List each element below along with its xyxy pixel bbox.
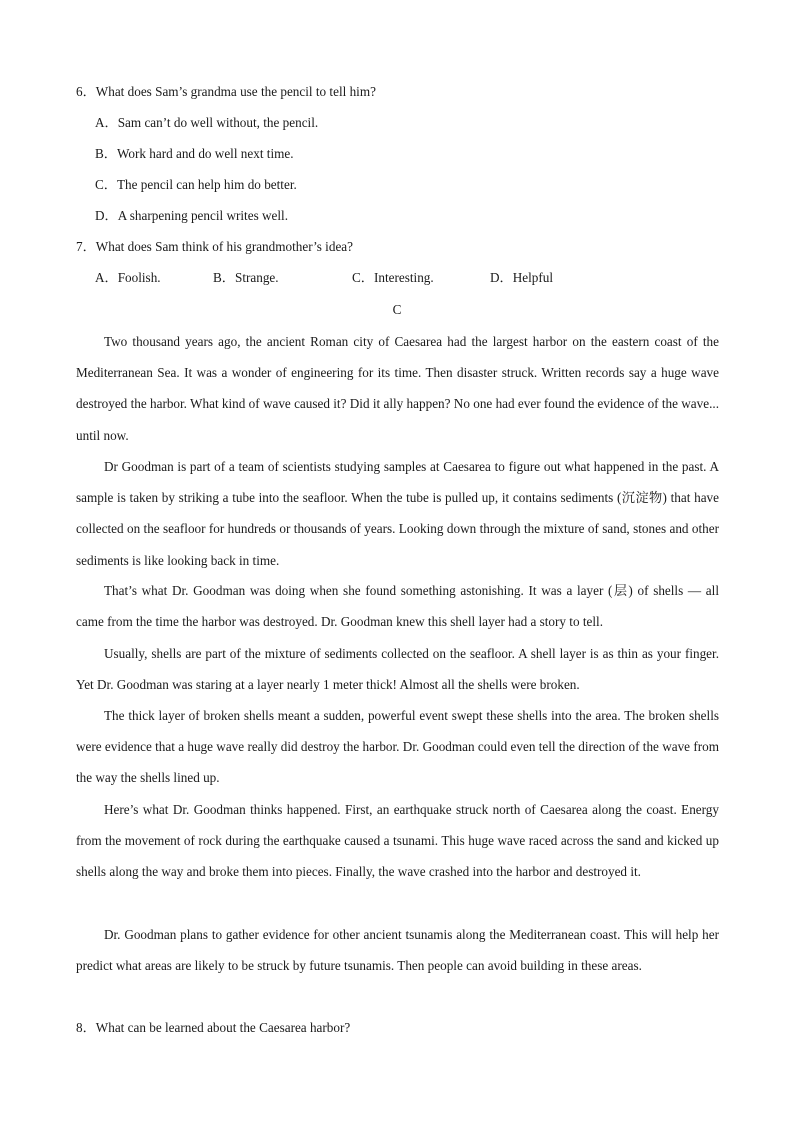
passage-paragraph-3: That’s what Dr. Goodman was doing when she found something astonishing. It was a layer (层) of shells — all came from the time the harbor was destroyed. Dr. Goodman knew this shell layer had a story to tell. bbox=[76, 583, 719, 630]
question-7-option-c: C．Interesting. bbox=[352, 270, 434, 285]
passage-paragraph-6: Here’s what Dr. Goodman thinks happened. First, an earthquake struck north of Caesarea along the coast. Energy from the movement of rock during the earthquake caused a tsunami. This huge wave raced across the sand and kicked up shells along the way and broke them into pieces. Finally, the wave crashed into the harbor and destroyed it. bbox=[76, 802, 719, 880]
question-7-option-a: A．Foolish. bbox=[95, 270, 161, 285]
question-7-option-d: D．Helpful bbox=[490, 270, 553, 285]
passage-paragraph-5: The thick layer of broken shells meant a sudden, powerful event swept these shells into the area. The broken shells were evidence that a huge wave really did destroy the harbor. Dr. Goodman could even tell the direction of the wave from the way the shells lined up. bbox=[76, 708, 719, 786]
question-6-option-c: C．The pencil can help him do better. bbox=[95, 177, 297, 192]
question-8-stem: 8．What can be learned about the Caesarea harbor? bbox=[76, 1020, 351, 1035]
section-heading: C bbox=[392, 302, 402, 317]
question-7-stem: 7．What does Sam think of his grandmother’s idea? bbox=[76, 239, 354, 254]
passage-paragraph-7: Dr. Goodman plans to gather evidence for other ancient tsunamis along the Mediterranean coast. This will help her predict what areas are likely to be struck by future tsunamis. Then people can avoid building in these areas. bbox=[76, 927, 719, 974]
passage-paragraph-2: Dr Goodman is part of a team of scientists studying samples at Caesarea to figure out what happened in the past. A sample is taken by striking a tube into the seafloor. When the tube is pulled up, it contains sediments (沉淀物) that have collected on the seafloor for hundreds or thousands of years. Looking down through the mixture of sand, stones and other sediments is like looking back in time. bbox=[76, 459, 719, 568]
question-6-option-d: D．A sharpening pencil writes well. bbox=[95, 208, 289, 223]
passage-paragraph-4: Usually, shells are part of the mixture of sediments collected on the seafloor. A shell layer is as thin as your finger. Yet Dr. Goodman was staring at a layer nearly 1 meter thick! Almost all the shells were broken. bbox=[76, 646, 719, 693]
question-6-stem: 6．What does Sam’s grandma use the pencil to tell him? bbox=[76, 84, 376, 99]
question-7-options bbox=[95, 270, 595, 286]
question-7-option-b: B．Strange. bbox=[213, 270, 279, 285]
question-6-option-b: B．Work hard and do well next time. bbox=[95, 146, 294, 161]
passage-paragraph-1: Two thousand years ago, the ancient Roman city of Caesarea had the largest harbor on the eastern coast of the Mediterranean Sea. It was a wonder of engineering for its time. Then disaster struck. Written records say a huge wave destroyed the harbor. What kind of wave caused it? Did it ally happen? No one had ever found the evidence of the wave... until now. bbox=[76, 334, 719, 443]
question-6-option-a: A．Sam can’t do well without, the pencil. bbox=[95, 115, 319, 130]
